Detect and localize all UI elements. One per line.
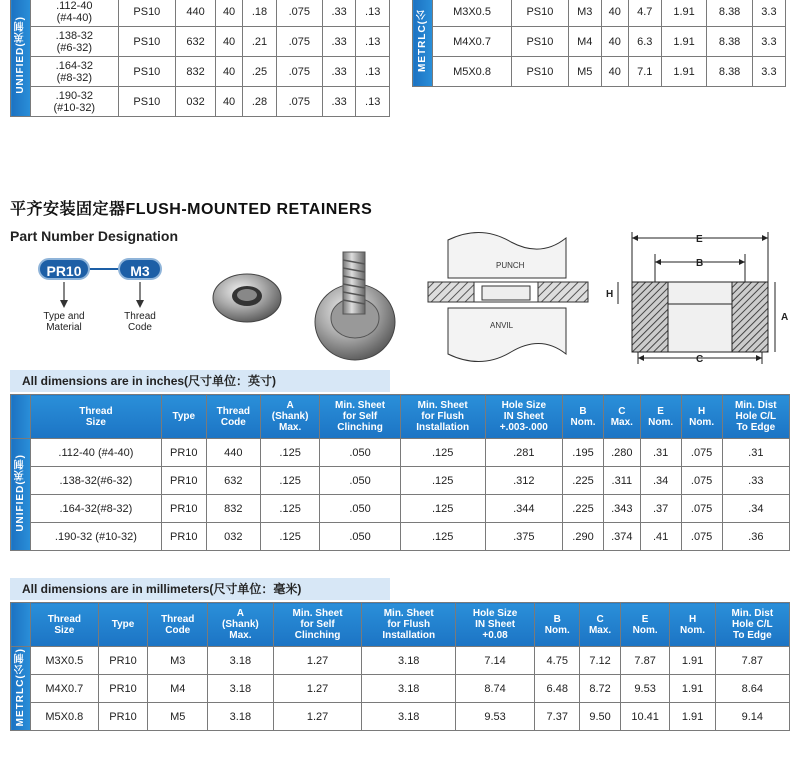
table-cell: 8.64: [715, 675, 789, 703]
table-cell: 3.3: [752, 27, 785, 57]
table-cell: .31: [640, 439, 681, 467]
table-cell: .112-40 (#4-40): [31, 0, 119, 27]
part-code-thread: M3: [118, 258, 162, 280]
table-cell: 3.18: [208, 647, 274, 675]
mm-table-corner: [11, 603, 31, 647]
table-cell: .33: [322, 0, 356, 27]
dim-h: H: [606, 289, 614, 300]
part-code-type: PR10: [38, 258, 90, 280]
table-cell: PR10: [161, 523, 206, 551]
column-header: Min. Sheet for Flush Installation: [362, 603, 456, 647]
table-cell: 832: [206, 495, 260, 523]
table-row: [11, 647, 790, 675]
column-header: Min. Dist Hole C/L To Edge: [722, 395, 789, 439]
table-cell: .34: [640, 467, 681, 495]
table-cell: .280: [604, 439, 641, 467]
table-cell: .164-32 (#8-32): [31, 57, 119, 87]
table-cell: 1.27: [273, 703, 362, 731]
table-cell: 3.18: [208, 703, 274, 731]
column-header: A (Shank) Max.: [260, 395, 319, 439]
dimension-drawing: [600, 228, 796, 368]
table-cell: 1.91: [670, 647, 715, 675]
table-cell: 40: [215, 87, 242, 117]
table-cell: M4: [568, 27, 601, 57]
table-cell: 7.1: [628, 57, 661, 87]
table-cell: 3.18: [362, 647, 456, 675]
table-cell: M4X0.7: [433, 27, 512, 57]
table-cell: .13: [356, 87, 390, 117]
column-header: H Nom.: [670, 603, 715, 647]
table-cell: .190-32 (#10-32): [31, 87, 119, 117]
table-cell: M3: [568, 0, 601, 27]
table-cell: 40: [601, 57, 628, 87]
table-cell: 1.91: [661, 27, 707, 57]
table-cell: 10.41: [620, 703, 670, 731]
table-row: [11, 87, 390, 117]
table-cell: 1.91: [661, 57, 707, 87]
table-cell: .075: [681, 523, 722, 551]
column-header: H Nom.: [681, 395, 722, 439]
table-cell: M4: [148, 675, 208, 703]
table-cell: .33: [322, 87, 356, 117]
table-cell: 1.91: [661, 0, 707, 27]
inch-table: [10, 394, 790, 551]
table-cell: .050: [320, 467, 400, 495]
table-row: [413, 57, 786, 87]
table-cell: .225: [563, 467, 604, 495]
table-cell: .125: [400, 523, 485, 551]
table-cell: PR10: [161, 439, 206, 467]
table-row: [11, 0, 390, 27]
table-cell: .225: [563, 495, 604, 523]
table-cell: 8.38: [707, 27, 753, 57]
table-cell: .36: [722, 523, 789, 551]
table-cell: 632: [206, 467, 260, 495]
table-cell: M3X0.5: [433, 0, 512, 27]
table-cell: 1.91: [670, 703, 715, 731]
table-cell: 632: [176, 27, 216, 57]
table-row: [11, 495, 790, 523]
table-row: [413, 27, 786, 57]
top-right-table: [412, 0, 786, 87]
table-cell: .050: [320, 439, 400, 467]
table-cell: .13: [356, 27, 390, 57]
table-cell: .290: [563, 523, 604, 551]
table-cell: 7.12: [580, 647, 620, 675]
table-cell: .344: [485, 495, 562, 523]
table-cell: 1.27: [273, 647, 362, 675]
table-cell: 40: [215, 57, 242, 87]
column-header: C Max.: [604, 395, 641, 439]
table-cell: PR10: [161, 495, 206, 523]
table-cell: .075: [681, 467, 722, 495]
table-cell: .13: [356, 0, 390, 27]
mm-side-label: METRLC(公制): [11, 647, 31, 731]
column-header: Hole Size IN Sheet +.003-.000: [485, 395, 562, 439]
dim-a: A: [781, 312, 789, 323]
part-code-label-thread: Thread Code: [124, 311, 156, 333]
column-header: Thread Code: [148, 603, 208, 647]
table-cell: .125: [400, 439, 485, 467]
table-cell: .125: [400, 495, 485, 523]
table-cell: 9.50: [580, 703, 620, 731]
table-cell: PS10: [512, 0, 569, 27]
table-cell: M4X0.7: [31, 675, 99, 703]
column-header: Thread Size: [31, 395, 162, 439]
mm-caption: All dimensions are in millimeters(尺寸单位：毫米): [10, 578, 390, 600]
column-header: E Nom.: [640, 395, 681, 439]
column-header: Min. Dist Hole C/L To Edge: [715, 603, 789, 647]
table-cell: 440: [176, 0, 216, 27]
table-cell: 032: [176, 87, 216, 117]
table-cell: .343: [604, 495, 641, 523]
table-cell: 3.3: [752, 0, 785, 27]
table-cell: 7.87: [620, 647, 670, 675]
table-cell: PS10: [118, 57, 175, 87]
table-row: [11, 439, 790, 467]
table-cell: .190-32 (#10-32): [31, 523, 162, 551]
dim-b: B: [696, 258, 704, 269]
table-cell: PS10: [512, 27, 569, 57]
table-cell: 3.18: [362, 675, 456, 703]
column-header: Hole Size IN Sheet +0.08: [456, 603, 535, 647]
table-cell: PS10: [512, 57, 569, 87]
table-cell: M5X0.8: [433, 57, 512, 87]
table-cell: PR10: [98, 675, 148, 703]
table-cell: .075: [276, 57, 322, 87]
table-cell: 440: [206, 439, 260, 467]
table-cell: .195: [563, 439, 604, 467]
column-header: A (Shank) Max.: [208, 603, 274, 647]
table-cell: .33: [322, 57, 356, 87]
table-cell: .075: [276, 27, 322, 57]
table-cell: .13: [356, 57, 390, 87]
table-cell: .125: [260, 523, 319, 551]
table-cell: .281: [485, 439, 562, 467]
table-cell: .312: [485, 467, 562, 495]
punch-label: PUNCH: [496, 261, 525, 270]
table-cell: 6.48: [535, 675, 580, 703]
table-cell: .31: [722, 439, 789, 467]
top-left-side-label: UNIFIED(英制): [11, 0, 31, 117]
table-cell: .075: [276, 0, 322, 27]
table-cell: .125: [260, 495, 319, 523]
part-code-label-type: Type and Material: [43, 311, 85, 333]
column-header: B Nom.: [535, 603, 580, 647]
table-cell: 3.18: [208, 675, 274, 703]
table-cell: .33: [722, 467, 789, 495]
table-cell: 1.91: [670, 675, 715, 703]
dim-c: C: [696, 354, 704, 365]
mm-table: [10, 602, 790, 731]
table-cell: .28: [243, 87, 277, 117]
table-cell: .33: [322, 27, 356, 57]
table-cell: .25: [243, 57, 277, 87]
table-cell: 40: [215, 0, 242, 27]
dim-e: E: [696, 234, 703, 245]
table-cell: .075: [681, 495, 722, 523]
installation-drawing: [426, 230, 592, 370]
inch-caption: All dimensions are in inches(尺寸单位：英寸): [10, 370, 390, 392]
table-cell: .138-32(#6-32): [31, 467, 162, 495]
table-cell: .050: [320, 523, 400, 551]
table-cell: 40: [601, 0, 628, 27]
table-cell: PR10: [98, 703, 148, 731]
table-cell: 8.72: [580, 675, 620, 703]
table-cell: M5: [148, 703, 208, 731]
table-cell: M5: [568, 57, 601, 87]
table-cell: .075: [276, 87, 322, 117]
table-cell: 3.18: [362, 703, 456, 731]
table-row: [11, 675, 790, 703]
table-cell: .075: [681, 439, 722, 467]
table-cell: 40: [215, 27, 242, 57]
table-cell: PS10: [118, 87, 175, 117]
table-cell: 7.14: [456, 647, 535, 675]
table-cell: 4.75: [535, 647, 580, 675]
column-header: Min. Sheet for Self Clinching: [320, 395, 400, 439]
table-cell: .125: [260, 467, 319, 495]
table-cell: PR10: [98, 647, 148, 675]
table-cell: .21: [243, 27, 277, 57]
table-cell: M5X0.8: [31, 703, 99, 731]
table-cell: 8.38: [707, 0, 753, 27]
retainer-photo: [205, 250, 415, 370]
part-number-title: Part Number Designation: [10, 228, 179, 244]
column-header: B Nom.: [563, 395, 604, 439]
table-cell: 1.27: [273, 675, 362, 703]
table-cell: .375: [485, 523, 562, 551]
table-cell: .164-32(#8-32): [31, 495, 162, 523]
part-code-arrows: [0, 280, 200, 310]
table-cell: .050: [320, 495, 400, 523]
table-cell: PS10: [118, 27, 175, 57]
column-header: Thread Size: [31, 603, 99, 647]
table-row: [11, 703, 790, 731]
table-cell: 832: [176, 57, 216, 87]
table-cell: 4.7: [628, 0, 661, 27]
table-row: [413, 0, 786, 27]
table-cell: 40: [601, 27, 628, 57]
table-cell: M3: [148, 647, 208, 675]
table-cell: 7.37: [535, 703, 580, 731]
table-cell: .41: [640, 523, 681, 551]
table-cell: .138-32 (#6-32): [31, 27, 119, 57]
table-cell: PS10: [118, 0, 175, 27]
table-row: [11, 57, 390, 87]
anvil-label: ANVIL: [490, 321, 514, 330]
table-cell: 7.87: [715, 647, 789, 675]
table-cell: .125: [400, 467, 485, 495]
table-row: [11, 467, 790, 495]
table-cell: 9.53: [620, 675, 670, 703]
column-header: E Nom.: [620, 603, 670, 647]
table-cell: .37: [640, 495, 681, 523]
table-cell: .18: [243, 0, 277, 27]
table-cell: .311: [604, 467, 641, 495]
table-cell: 8.38: [707, 57, 753, 87]
table-cell: .125: [260, 439, 319, 467]
table-cell: 3.3: [752, 57, 785, 87]
inch-side-label: UNIFIED(英制): [11, 439, 31, 551]
section-title: 平齐安装固定器FLUSH-MOUNTED RETAINERS: [10, 201, 373, 218]
table-cell: PR10: [161, 467, 206, 495]
column-header: C Max.: [580, 603, 620, 647]
column-header: Type: [161, 395, 206, 439]
table-cell: .112-40 (#4-40): [31, 439, 162, 467]
table-cell: 6.3: [628, 27, 661, 57]
table-cell: M3X0.5: [31, 647, 99, 675]
table-cell: .374: [604, 523, 641, 551]
table-cell: 9.14: [715, 703, 789, 731]
top-right-side-label: METRLC(公: [413, 0, 433, 87]
inch-table-corner: [11, 395, 31, 439]
table-row: [11, 523, 790, 551]
top-left-table: [10, 0, 390, 117]
column-header: Type: [98, 603, 148, 647]
table-cell: 8.74: [456, 675, 535, 703]
table-cell: 9.53: [456, 703, 535, 731]
table-row: [11, 27, 390, 57]
column-header: Thread Code: [206, 395, 260, 439]
table-cell: .34: [722, 495, 789, 523]
column-header: Min. Sheet for Self Clinching: [273, 603, 362, 647]
column-header: Min. Sheet for Flush Installation: [400, 395, 485, 439]
table-cell: 032: [206, 523, 260, 551]
